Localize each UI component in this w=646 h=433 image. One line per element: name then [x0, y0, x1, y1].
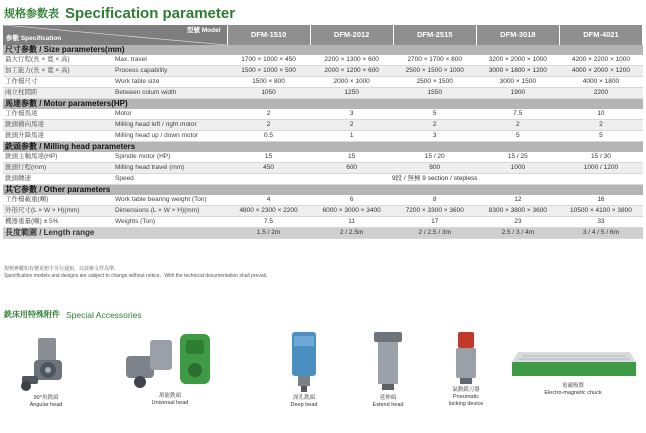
row-value: 9段 / 無極 9 section / stepless [227, 174, 643, 185]
row-value: 2 [393, 120, 476, 131]
row-value: 1250 [310, 88, 393, 99]
row-value: 1 [310, 131, 393, 142]
row-value: 5 [393, 109, 476, 120]
row-value: 33 [559, 217, 642, 228]
row-value: 7.5 [227, 217, 310, 228]
row-speed [3, 174, 643, 185]
row-label-zh: 加工能力(長 × 寬 × 高) [3, 66, 113, 77]
row-value: 11 [310, 217, 393, 228]
accessory-pneumatic-locking-device: 氣動鎖刀器 Pneumatic locking device [434, 330, 498, 408]
row-label-en: Work table bearing weight (Ton) [113, 195, 227, 206]
row-value: 1050 [227, 88, 310, 99]
universal-head-image [122, 330, 218, 392]
row-label-zh: 銑頭行程(mm) [3, 163, 113, 174]
row-value: 15 / 25 [476, 152, 559, 163]
row-label-en: Between colum width [113, 88, 227, 99]
note-en: Specification models and designs are subject to change without notice。With the technical documentation shall prevail. [4, 273, 268, 279]
accessory-deep-head: 深孔銑頭 Deep head [274, 330, 334, 409]
row-weights [3, 217, 643, 228]
row-value: 5 [476, 131, 559, 142]
row-label-en: Work table size [113, 77, 227, 88]
row-value: 7200 × 3300 × 3600 [393, 206, 476, 217]
row-capability [3, 66, 643, 77]
row-value: 10 [559, 109, 642, 120]
row-value: 15 / 30 [559, 152, 642, 163]
row-label-zh: 機器重量(噸) ± 5% [3, 217, 113, 228]
row-value: 2 [227, 109, 310, 120]
row-value: 2.5 / 3 / 4m [476, 228, 559, 239]
row-value: 15 / 20 [393, 152, 476, 163]
row-value: 12 [476, 195, 559, 206]
row-label-en: Process capability [113, 66, 227, 77]
row-label-en: Dimensions (L × W × H)(mm) [113, 206, 227, 217]
row-value: 1000 / 1200 [559, 163, 642, 174]
row-value: 1700 × 1000 × 450 [227, 55, 310, 66]
row-label-zh: 銑頭升降馬達 [3, 131, 113, 142]
row-milling-lr [3, 120, 643, 131]
model-col-3: DFM-2515 [393, 25, 476, 45]
row-label-en: Spindle motor (HP) [113, 152, 227, 163]
note-zh: 規格參數如有變更恕不另行通知，以技術文件為準。 [4, 266, 120, 272]
accessory-electro-magnetic-chuck: 電磁吸盤 Electro-magnetic chuck [506, 346, 640, 397]
row-label-en: Motor [113, 109, 227, 120]
row-value: 3000 × 1800 × 1200 [476, 66, 559, 77]
row-value: 2 [227, 120, 310, 131]
row-value: 8 [393, 195, 476, 206]
row-value: 2200 × 1300 × 600 [310, 55, 393, 66]
row-label-zh: 工作檯載重(噸) [3, 195, 113, 206]
row-dimensions [3, 206, 643, 217]
deep-head-image [284, 330, 324, 394]
row-value: 2 [476, 120, 559, 131]
row-value: 2000 × 1200 × 600 [310, 66, 393, 77]
accessories-title-en: Special Accessories [66, 309, 142, 320]
row-max-travel [3, 55, 643, 66]
page-title-en: Specification parameter [65, 4, 236, 22]
row-value: 4200 × 2200 × 1000 [559, 55, 642, 66]
row-value: 4000 × 1800 [559, 77, 642, 88]
row-value: 1000 [476, 163, 559, 174]
row-value: 5 [559, 131, 642, 142]
accessory-extend-head: 延伸頭 Extend head [358, 330, 418, 409]
row-column-width [3, 88, 643, 99]
row-label: 長度範圍 / Length range [3, 228, 227, 239]
row-label-zh: 銑頭轉速 [3, 174, 113, 185]
row-value: 17 [393, 217, 476, 228]
row-label-en: Max. travel [113, 55, 227, 66]
row-value: 2 / 2.5 / 3m [393, 228, 476, 239]
row-value: 2 / 2.5m [310, 228, 393, 239]
row-value: 1500 × 800 [227, 77, 310, 88]
spec-table [3, 25, 643, 239]
row-label-zh: 最大行程(長 × 寬 × 高) [3, 55, 113, 66]
section-milling: 銑頭参數 / Milling head parameters [3, 142, 643, 153]
accessories-title [4, 309, 142, 320]
row-value: 8300 × 3800 × 3600 [476, 206, 559, 217]
row-value: 7.5 [476, 109, 559, 120]
page-title [4, 3, 235, 23]
row-label-en: Milling head left / right motor [113, 120, 227, 131]
row-value: 2700 × 1700 × 800 [393, 55, 476, 66]
row-label-zh: 工作檯馬達 [3, 109, 113, 120]
row-value: 15 [227, 152, 310, 163]
row-value: 2500 × 1500 × 1000 [393, 66, 476, 77]
section-size: 尺寸参數 / Size parameters(mm) [3, 45, 643, 55]
row-value: 3 [310, 109, 393, 120]
row-value: 6000 × 3000 × 3400 [310, 206, 393, 217]
header-model-label: 型號 Model [186, 27, 221, 34]
row-value: 3 / 4 / 5 / 6m [559, 228, 642, 239]
model-col-4: DFM-3018 [476, 25, 559, 45]
model-col-5: DFM-4021 [559, 25, 642, 45]
accessory-angular-head: 90°角銑頭 Angular head [14, 336, 78, 409]
row-value: 2000 × 1000 [310, 77, 393, 88]
pneumatic-locking-image [448, 330, 484, 386]
row-label-zh: 銑頭主軸馬達(HP) [3, 152, 113, 163]
row-length-range [3, 228, 643, 239]
row-label-zh: 兩立柱間距 [3, 88, 113, 99]
row-label-zh: 外形尺寸(L × W × H)(mm) [3, 206, 113, 217]
disclaimer-note [4, 266, 267, 280]
row-value: 1.5 / 2m [227, 228, 310, 239]
row-value: 2 [310, 120, 393, 131]
row-value: 2500 × 1500 [393, 77, 476, 88]
row-head-travel [3, 163, 643, 174]
row-value: 6 [310, 195, 393, 206]
row-milling-ud [3, 131, 643, 142]
row-value: 3000 × 1500 [476, 77, 559, 88]
accessory-universal-head: 萬能銑頭 Universal head [120, 330, 220, 407]
model-col-2: DFM-2012 [310, 25, 393, 45]
row-value: 16 [559, 195, 642, 206]
header-spec-label: 参數 Specification [6, 35, 62, 42]
section-other: 其它参數 / Other parameters [3, 185, 643, 196]
accessories-title-zh: 銑床用特殊附件 [4, 310, 60, 319]
row-label-zh: 工作檯尺寸 [3, 77, 113, 88]
row-bearing-weight [3, 195, 643, 206]
row-value: 1900 [476, 88, 559, 99]
row-value: 800 [393, 163, 476, 174]
row-value: 15 [310, 152, 393, 163]
row-value: 3 [393, 131, 476, 142]
row-value: 3200 × 2000 × 1000 [476, 55, 559, 66]
spec-table-header [3, 25, 643, 45]
row-value: 4800 × 2300 × 2200 [227, 206, 310, 217]
extend-head-image [370, 330, 406, 394]
row-value: 2200 [559, 88, 642, 99]
row-motor [3, 109, 643, 120]
angular-head-image [20, 336, 72, 394]
row-value: 0.5 [227, 131, 310, 142]
row-label-en: Milling head up / down motor [113, 131, 227, 142]
row-value: 1550 [393, 88, 476, 99]
row-value: 4 [227, 195, 310, 206]
header-corner [3, 25, 227, 45]
row-label-en: Milling head travel (mm) [113, 163, 227, 174]
section-motor: 馬達参數 / Motor parameters(HP) [3, 99, 643, 110]
row-value: 23 [476, 217, 559, 228]
row-label-en: Weights (Ton) [113, 217, 227, 228]
row-value: 4000 × 2000 × 1200 [559, 66, 642, 77]
magnetic-chuck-image [508, 346, 638, 382]
row-table-size [3, 77, 643, 88]
row-value: 1500 × 1000 × 500 [227, 66, 310, 77]
row-label-zh: 銑頭橫向馬達 [3, 120, 113, 131]
row-spindle-motor [3, 152, 643, 163]
page-title-zh: 规格参数表 [4, 8, 59, 20]
row-label-en: Speed [113, 174, 227, 185]
row-value: 600 [310, 163, 393, 174]
row-value: 450 [227, 163, 310, 174]
model-col-1: DFM-1510 [227, 25, 310, 45]
row-value: 2 [559, 120, 642, 131]
row-value: 10500 × 4100 × 3800 [559, 206, 642, 217]
